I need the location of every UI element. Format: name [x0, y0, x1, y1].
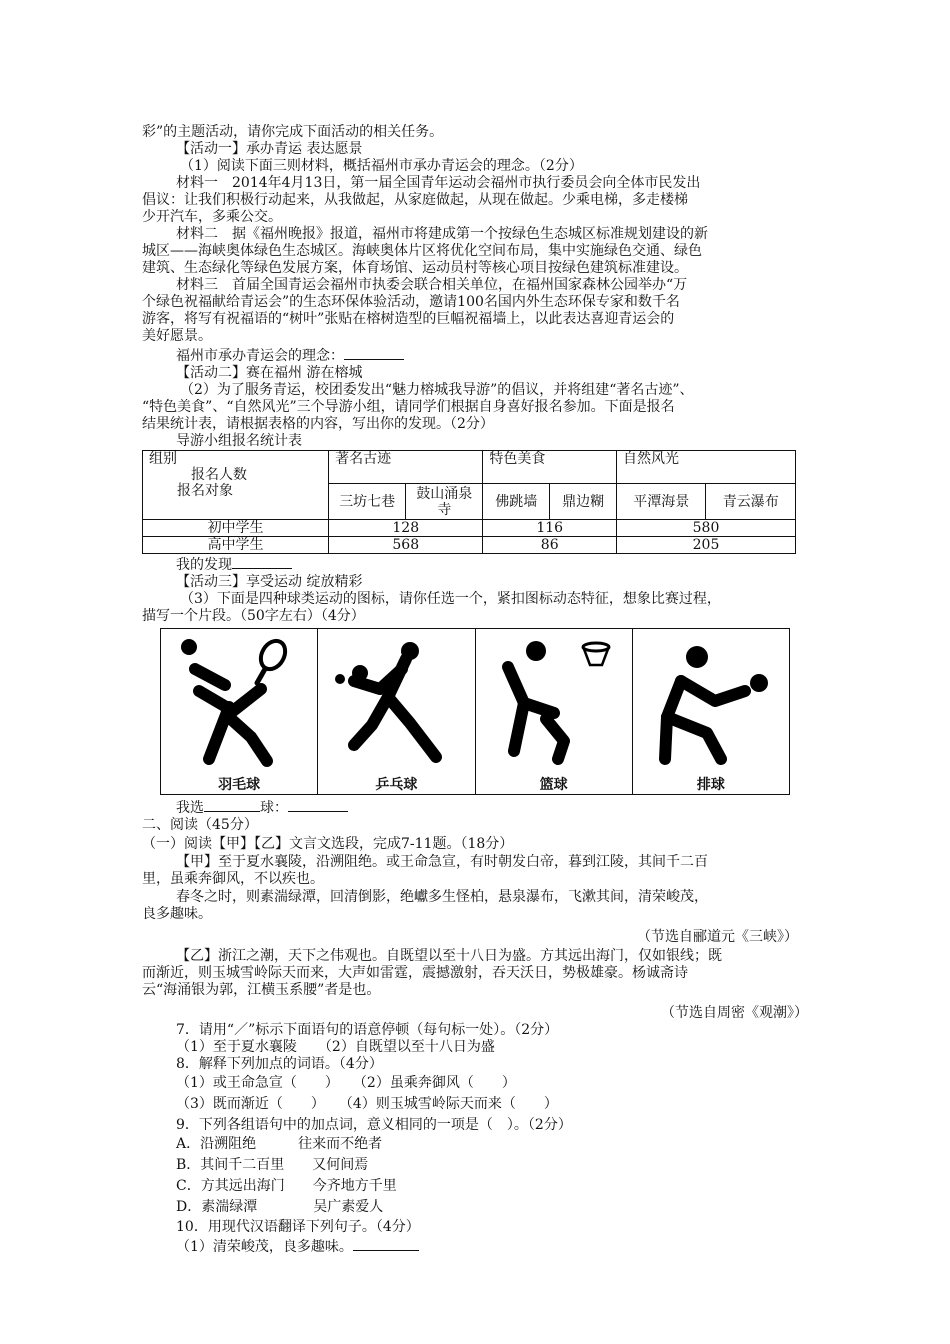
group-header: 自然风光: [617, 451, 796, 484]
table-tennis-icon: [326, 633, 466, 773]
icon-label: 排球: [696, 777, 725, 793]
option-b[interactable]: B．其间千二百里 又何间焉: [176, 1157, 369, 1173]
question-2-line: 结果统计表，请根据表格的内容，写出你的发现。（2分）: [142, 416, 494, 432]
activity-3-heading: 【活动三】享受运动 绽放精彩: [176, 574, 363, 590]
sub-header: 佛跳墙: [483, 484, 550, 520]
document-page: [142, 124, 812, 1256]
choose-answer-blank[interactable]: [288, 797, 348, 812]
table-row: [143, 520, 796, 537]
sport-icons-panel: [160, 628, 790, 795]
idea-answer-blank[interactable]: [344, 345, 404, 360]
sub-header: 三坊七巷: [329, 484, 406, 520]
finding-label: 我的发现: [176, 557, 232, 573]
choose-label: 我选: [176, 800, 204, 816]
icon-cell-table-tennis: [318, 629, 475, 794]
corner-target-label: 报名对象: [177, 483, 233, 499]
question-2-line: （2）为了服务青运，校团委发出“魅力榕城我导游”的倡议，并将组建“著名古迹”、: [180, 382, 694, 398]
question-7-items: （1）至于夏水襄陵 （2）自既望以至十八日为盛: [176, 1039, 495, 1055]
sub-header: 鼎边糊: [550, 484, 617, 520]
question-9: 9．下列各组语句中的加点词，意义相同的一项是（ ）。（2分）: [176, 1117, 572, 1133]
row-label: 高中学生: [143, 537, 329, 554]
question-8: 8．解释下列加点的词语。（4分）: [176, 1056, 383, 1072]
intro-line: 彩”的主题活动，请你完成下面活动的相关任务。: [142, 124, 444, 140]
passage-yi-line: 【乙】浙江之潮，天下之伟观也。自既望以至十八日为盛。方其远出海门，仅如银线；既: [176, 948, 722, 964]
sub-header: 青云瀑布: [706, 484, 796, 520]
question-10-text: （1）清荣峻茂，良多趣味。: [176, 1239, 353, 1255]
idea-answer-line: [142, 345, 812, 365]
row-label: 初中学生: [143, 520, 329, 537]
question-10-item: [142, 1236, 812, 1256]
icon-label: 乒乓球: [375, 777, 418, 793]
badminton-icon: [169, 633, 309, 773]
material-1-line: 少开汽车，多乘公交。: [142, 209, 282, 225]
material-3-line: 美好愿景。: [142, 328, 212, 344]
material-1-line: 材料一 2014年4月13日，第一届全国青年运动会福州市执行委员会向全体市民发出: [176, 175, 701, 191]
question-7: 7．请用“／”标示下面语句的语意停顿（每句标一处）。（2分）: [176, 1022, 559, 1038]
sub-header: 平潭海景: [617, 484, 706, 520]
table-corner-cell: [143, 451, 329, 520]
passage-jia-line: 里，虽乘奔御风，不以疾也。: [142, 871, 324, 887]
passage-yi-line: 云“海涌银为郭，江横玉系腰”者是也。: [142, 982, 381, 998]
material-2-line: 建筑、生态绿化等绿色发展方案，体育场馆、运动员村等核心项目按绿色建筑标准建设。: [142, 260, 688, 276]
question-2-line: “特色美食”、“自然风光”三个导游小组，请同学们根据自身喜好报名参加。下面是报名: [142, 399, 675, 415]
question-3-line: 描写一个片段。（50字左右）（4分）: [142, 608, 365, 624]
question-8-items: （3）既而渐近（ ） （4）则玉城雪岭际天而来（ ）: [176, 1096, 558, 1112]
signup-stats-table: [142, 450, 796, 554]
material-3-line: 材料三 首届全国青运会福州市执委会联合相关单位，在福州国家森林公园举办“万: [176, 277, 688, 293]
icon-cell-badminton: [161, 629, 318, 794]
corner-count-label: 报名人数: [191, 467, 247, 483]
table-cell: 116: [483, 520, 617, 537]
icon-label: 篮球: [539, 777, 568, 793]
table-cell: 205: [617, 537, 796, 554]
volleyball-icon: [641, 633, 781, 773]
material-2-line: 材料二 据《福州晚报》报道，福州市将建成第一个按绿色生态城区标准规划建设的新: [176, 226, 708, 242]
passage-jia-line: 【甲】至于夏水襄陵，沿溯阻绝。或王命急宣，有时朝发白帝，暮到江陵，其间千二百: [176, 854, 708, 870]
translation-answer-blank[interactable]: [353, 1236, 419, 1251]
question-3-line: （3）下面是四种球类运动的图标，请你任选一个，紧扣图标动态特征，想象比赛过程，: [180, 591, 721, 607]
icon-cell-basketball: [476, 629, 633, 794]
material-2-line: 城区——海峡奥体绿色生态城区。海峡奥体片区将优化空间布局，集中实施绿色交通、绿色: [142, 243, 702, 259]
source-1: （节选自郦道元《三峡》）: [637, 929, 798, 945]
question-8-items: （1）或王命急宣（ ） （2）虽乘奔御风（ ）: [176, 1075, 516, 1091]
activity-2-heading: 【活动二】赛在福州 游在榕城: [176, 365, 363, 381]
choose-label-2: 球：: [260, 800, 288, 816]
choose-line: [142, 797, 812, 817]
option-a[interactable]: A．沿溯阻绝 往来而不绝者: [176, 1136, 383, 1152]
table-cell: 86: [483, 537, 617, 554]
passage-jia-line: 春冬之时，则素湍绿潭，回清倒影，绝巘多生怪柏，悬泉瀑布，飞漱其间，清荣峻茂，: [176, 889, 708, 905]
basketball-icon: [484, 633, 624, 773]
option-c[interactable]: C．方其远出海门 今齐地方千里: [176, 1178, 397, 1194]
finding-answer-blank[interactable]: [232, 554, 292, 569]
activity-1-heading: 【活动一】承办青运 表达愿景: [176, 141, 363, 157]
choose-sport-blank[interactable]: [204, 797, 260, 812]
material-1-line: 倡议：让我们积极行动起来，从我做起，从家庭做起，从现在做起。少乘电梯，多走楼梯: [142, 192, 688, 208]
passage-jia-line: 良多趣味。: [142, 906, 212, 922]
passage-yi-line: 而渐近，则玉城雪岭际天而来，大声如雷霆，震撼激射，吞天沃日，势极雄豪。杨诚斋诗: [142, 965, 688, 981]
table-cell: 580: [617, 520, 796, 537]
source-2: （节选自周密《观潮》）: [661, 1005, 808, 1021]
table-cell: 128: [329, 520, 483, 537]
group-header: 特色美食: [483, 451, 617, 484]
table-title: 导游小组报名统计表: [176, 433, 302, 449]
question-10: 10．用现代汉语翻译下列句子。（4分）: [176, 1219, 420, 1235]
question-1: （1）阅读下面三则材料，概括福州市承办青运会的理念。（2分）: [180, 158, 583, 174]
subsection-1-heading: （一）阅读【甲】【乙】文言文选段，完成7-11题。（18分）: [142, 836, 514, 852]
corner-group-label: 组别: [149, 451, 177, 467]
sub-header: 鼓山涌泉寺: [406, 484, 483, 520]
icon-cell-volleyball: [633, 629, 789, 794]
option-d[interactable]: D．素湍绿潭 吴广素爱人: [176, 1199, 384, 1215]
finding-line: [142, 554, 812, 574]
section-2-heading: 二、阅读（45分）: [142, 817, 258, 833]
material-3-line: 游客，将写有祝福语的“树叶”张贴在榕树造型的巨幅祝福墙上，以此表达喜迎青运会的: [142, 311, 675, 327]
material-3-line: 个绿色祝福献给青运会”的生态环保体验活动，邀请100名国内外生态环保专家和数千名: [142, 294, 680, 310]
group-header: 著名古迹: [329, 451, 483, 484]
icon-label: 羽毛球: [218, 777, 261, 793]
table-cell: 568: [329, 537, 483, 554]
table-row: [143, 537, 796, 554]
idea-label: 福州市承办青运会的理念：: [176, 348, 344, 364]
